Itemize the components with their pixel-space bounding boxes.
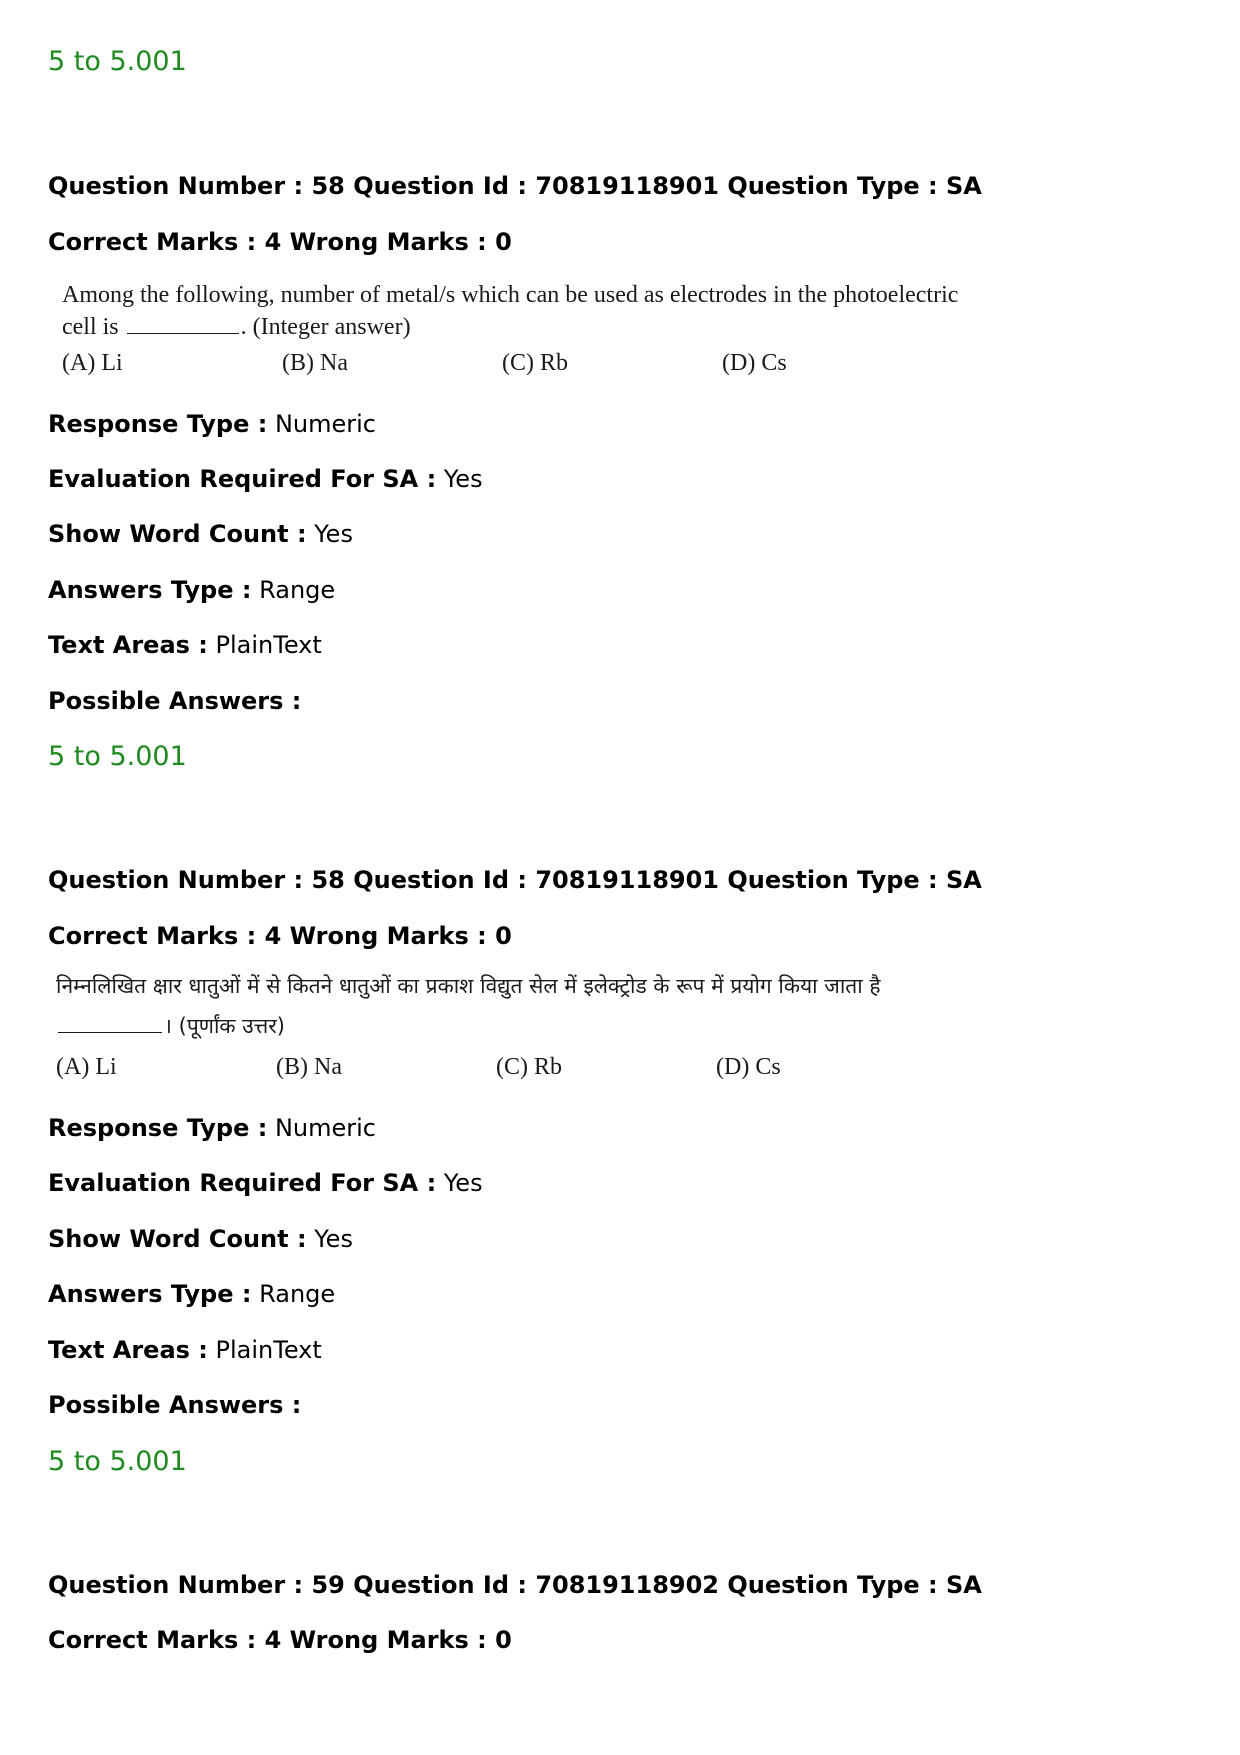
question-text-post: . (Integer answer) — [240, 314, 411, 340]
question-header: Question Number : 58 Question Id : 70819118901 Question Type : SA — [48, 172, 982, 200]
option-b: (B) Na — [276, 1054, 342, 1080]
show-word-count-value: Yes — [314, 1225, 353, 1253]
text-areas-row — [48, 1336, 322, 1364]
answers-type-label: Answers Type : — [48, 576, 252, 604]
possible-answer-value: 5 to 5.001 — [48, 46, 187, 77]
show-word-count-row — [48, 520, 353, 548]
option-a: (A) Li — [62, 350, 123, 376]
question-text-line — [56, 1012, 285, 1040]
evaluation-required-label: Evaluation Required For SA : — [48, 465, 437, 493]
possible-answers-label: Possible Answers : — [48, 687, 302, 715]
question-text-post: । (पूर्णांक उत्तर) — [164, 1014, 285, 1038]
possible-answers-row — [48, 687, 301, 715]
possible-answer-value: 5 to 5.001 — [48, 1446, 187, 1477]
text-areas-row — [48, 631, 322, 659]
question-text-line: Among the following, number of metal/s which can be used as electrodes in the photoelectric — [62, 282, 959, 308]
question-marks: Correct Marks : 4 Wrong Marks : 0 — [48, 922, 512, 950]
question-text-line — [62, 314, 411, 341]
option-a: (A) Li — [56, 1054, 117, 1080]
question-text-line: निम्नलिखित क्षार धातुओं में से कितने धातुओं का प्रकाश विद्युत सेल में इलेक्ट्रोड के रूप में प्रयोग किया जाता है — [56, 974, 881, 998]
question-marks: Correct Marks : 4 Wrong Marks : 0 — [48, 1626, 512, 1654]
answers-type-label: Answers Type : — [48, 1280, 252, 1308]
possible-answers-row — [48, 1391, 301, 1419]
response-type-value: Numeric — [274, 1114, 376, 1142]
question-header: Question Number : 59 Question Id : 70819118902 Question Type : SA — [48, 1571, 982, 1599]
question-header: Question Number : 58 Question Id : 70819118901 Question Type : SA — [48, 866, 982, 894]
answers-type-row — [48, 1280, 335, 1308]
question-marks: Correct Marks : 4 Wrong Marks : 0 — [48, 228, 512, 256]
text-areas-label: Text Areas : — [48, 631, 208, 659]
answers-type-value: Range — [259, 576, 336, 604]
evaluation-required-row — [48, 465, 483, 493]
show-word-count-label: Show Word Count : — [48, 520, 307, 548]
text-areas-value: PlainText — [215, 631, 322, 659]
show-word-count-row — [48, 1225, 353, 1253]
text-areas-value: PlainText — [215, 1336, 322, 1364]
evaluation-required-value: Yes — [443, 465, 483, 493]
option-c: (C) Rb — [502, 350, 568, 376]
evaluation-required-label: Evaluation Required For SA : — [48, 1169, 437, 1197]
option-d: (D) Cs — [716, 1054, 781, 1080]
option-d: (D) Cs — [722, 350, 787, 376]
show-word-count-value: Yes — [314, 520, 353, 548]
response-type-label: Response Type : — [48, 1114, 268, 1142]
question-text-pre: cell is — [62, 314, 119, 340]
answer-blank — [127, 319, 239, 334]
answers-type-row — [48, 576, 335, 604]
response-type-label: Response Type : — [48, 410, 268, 438]
evaluation-required-row — [48, 1169, 483, 1197]
response-type-row — [48, 410, 376, 438]
possible-answer-value: 5 to 5.001 — [48, 741, 187, 772]
text-areas-label: Text Areas : — [48, 1336, 208, 1364]
evaluation-required-value: Yes — [443, 1169, 483, 1197]
response-type-row — [48, 1114, 376, 1142]
option-c: (C) Rb — [496, 1054, 562, 1080]
show-word-count-label: Show Word Count : — [48, 1225, 307, 1253]
response-type-value: Numeric — [274, 410, 376, 438]
option-b: (B) Na — [282, 350, 348, 376]
possible-answers-label: Possible Answers : — [48, 1391, 302, 1419]
answers-type-value: Range — [259, 1280, 336, 1308]
answer-blank — [58, 1018, 162, 1033]
